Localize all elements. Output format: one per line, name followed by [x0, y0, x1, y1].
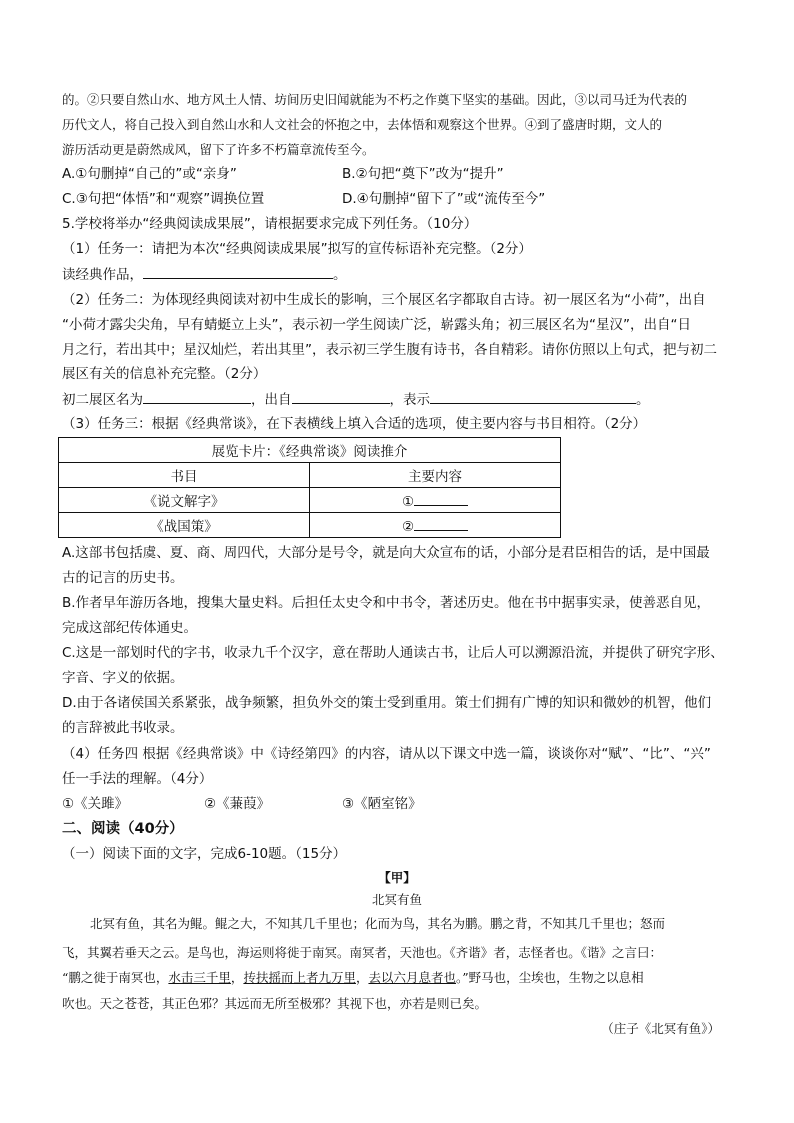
- passage-line4: 吹也。天之苍苍，其正色邪？其远而无所至极邪？其视下也，亦若是则已矣。: [62, 996, 488, 1011]
- passage-title: 北冥有鱼: [371, 892, 422, 907]
- passage-text: ，: [355, 970, 369, 985]
- exhibit-card-table: [58, 437, 561, 538]
- passage-text: 。”野马也，尘埃也，生物之以息相: [455, 970, 644, 985]
- q5-option-a-line2: 古的记言的历史书。: [62, 570, 184, 586]
- card-answer-blank-1[interactable]: [414, 491, 468, 506]
- task1-prefix: 读经典作品，: [62, 267, 143, 283]
- task2-source-blank[interactable]: [292, 389, 390, 404]
- passage-line3: [62, 968, 644, 988]
- card-content-marker: ①: [401, 493, 415, 510]
- underlined-phrase: 水击三千里: [168, 970, 231, 985]
- q5-task1: （1）任务一：请把为本次“经典阅读成果展”拟写的宣传标语补充完整。（2分）: [62, 241, 532, 257]
- passage-text: “鹏之徙于南冥也，: [62, 970, 169, 985]
- task2-name-blank[interactable]: [143, 389, 251, 404]
- task2-meaning-blank[interactable]: [430, 389, 636, 404]
- q5-option-c-line2: 字音、字义的依据。: [62, 670, 184, 686]
- q5-task2-line4: 展区有关的信息补充完整。（2分）: [62, 366, 267, 382]
- q5-task2-fill: [62, 389, 650, 410]
- q5-task1-fill: [62, 264, 347, 285]
- card-header-book: 书目: [59, 463, 310, 488]
- table-row: [59, 488, 561, 513]
- q4-text-line2: 历代文人，将自己投入到自然山水和人文社会的怀抱之中，去体悟和观察这个世界。④到了盛唐时期，文人的: [62, 117, 663, 132]
- reading-subheading: （一）阅读下面的文字，完成6-10题。（15分）: [62, 846, 347, 862]
- table-row: [59, 513, 561, 538]
- card-header-content: 主要内容: [310, 463, 561, 488]
- section-heading: 二、阅读（40分）: [62, 821, 184, 837]
- passage-line2: 飞，其翼若垂天之云。是鸟也，海运则将徙于南冥。南冥者，天池也。《齐谐》者，志怪者也。《谐》之言曰：: [62, 945, 663, 960]
- q5-task2-line2: “小荷才露尖尖角，早有蜻蜓立上头”，表示初一学生阅读广泛，崭露头角；初三展区名为“星汉”，出自“日: [62, 317, 691, 333]
- q5-task2-line1: （2）任务二：为体现经典阅读对初中生成长的影响，三个展区名字都取自古诗。初一展区名为“小荷”，出自: [62, 292, 706, 308]
- underlined-phrase: 去以六月息者也: [368, 970, 456, 985]
- task2-fill-b: ，出自: [251, 392, 292, 408]
- q4-text-line1: 的。②只要自然山水、地方风土人情、坊间历史旧闻就能为不朽之作奠下坚实的基础。因此，③以司马迁为代表的: [62, 92, 688, 107]
- card-book: 《战国策》: [59, 513, 310, 538]
- q5-task3: （3）任务三：根据《经典常谈》，在下表横线上填入合适的选项，使主要内容与书目相符。（2分）: [62, 416, 647, 432]
- q5-option-c-line1: C.这是一部划时代的字书，收录九千个汉字，意在帮助人通读古书，让后人可以溯源沿流，并提供了研究字形、: [62, 645, 724, 661]
- passage-source: （庄子《北冥有鱼》）: [601, 1021, 720, 1036]
- q5-option-a-line1: A.这部书包括虞、夏、商、周四代，大部分是号令，就是向大众宣布的话，小部分是君臣相告的话，是中国最: [62, 545, 710, 561]
- card-content-cell: [310, 513, 561, 538]
- underlined-phrase: 抟扶摇而上者九万里: [243, 970, 356, 985]
- task4-choice-2: ②《蒹葭》: [204, 796, 271, 812]
- q5-option-b-line1: B.作者早年游历各地，搜集大量史料。后担任太史令和中书令，著述历史。他在书中据事实录，使善恶自见，: [62, 595, 711, 611]
- q5-task4-line2: 任一手法的理解。（4分）: [62, 771, 213, 787]
- card-answer-blank-2[interactable]: [414, 516, 468, 531]
- q4-option-c: C.③句把“体悟”和“观察”调换位置: [62, 191, 265, 207]
- q4-option-d: D.④句删掉“留下了”或“流传至今”: [342, 191, 546, 207]
- q5-option-d-line2: 的言辞被此书收录。: [62, 720, 184, 736]
- task4-choice-1: ①《关雎》: [62, 796, 129, 812]
- task2-fill-a: 初二展区名为: [62, 392, 143, 408]
- task2-fill-c: ，表示: [389, 392, 430, 408]
- q5-option-d-line1: D.由于各诸侯国关系紧张，战争频繁，担负外交的策士受到重用。策士们拥有广博的知识和微妙的机智，他们: [62, 695, 712, 711]
- card-title: 展览卡片：《经典常谈》阅读推介: [59, 438, 561, 463]
- task1-answer-blank[interactable]: [143, 264, 333, 279]
- q4-option-a: A.①句删掉“自己的”或“亲身”: [62, 166, 237, 182]
- q5-task2-line3: 月之行，若出其中；星汉灿烂，若出其里”，表示初三学生腹有诗书，各自精彩。请你仿照以上句式，把与初二: [62, 342, 717, 358]
- passage-label: 【甲】: [378, 870, 416, 885]
- q5-option-b-line2: 完成这部纪传体通史。: [62, 620, 197, 636]
- card-content-marker: ②: [401, 518, 415, 535]
- card-book: 《说文解字》: [59, 488, 310, 513]
- q5-task4-line1: （4）任务四 根据《经典常谈》中《诗经第四》的内容，请从以下课文中选一篇，谈谈你对“赋”、“比”、“兴”: [62, 746, 711, 762]
- passage-text: ，: [230, 970, 244, 985]
- task2-fill-d: 。: [636, 392, 650, 408]
- passage-line1: 北冥有鱼，其名为鲲。鲲之大，不知其几千里也；化而为鸟，其名为鹏。鹏之背，不知其几千里也；怒而: [90, 916, 666, 931]
- q4-option-b: B.②句把“奠下”改为“提升”: [342, 166, 504, 182]
- card-content-cell: [310, 488, 561, 513]
- q4-text-line3: 游历活动更是蔚然成风，留下了许多不朽篇章流传至今。: [62, 142, 375, 157]
- q5-stem: 5.学校将举办“经典阅读成果展”，请根据要求完成下列任务。（10分）: [62, 216, 478, 232]
- task1-suffix: 。: [333, 267, 347, 283]
- task4-choice-3: ③《陋室铭》: [342, 796, 422, 812]
